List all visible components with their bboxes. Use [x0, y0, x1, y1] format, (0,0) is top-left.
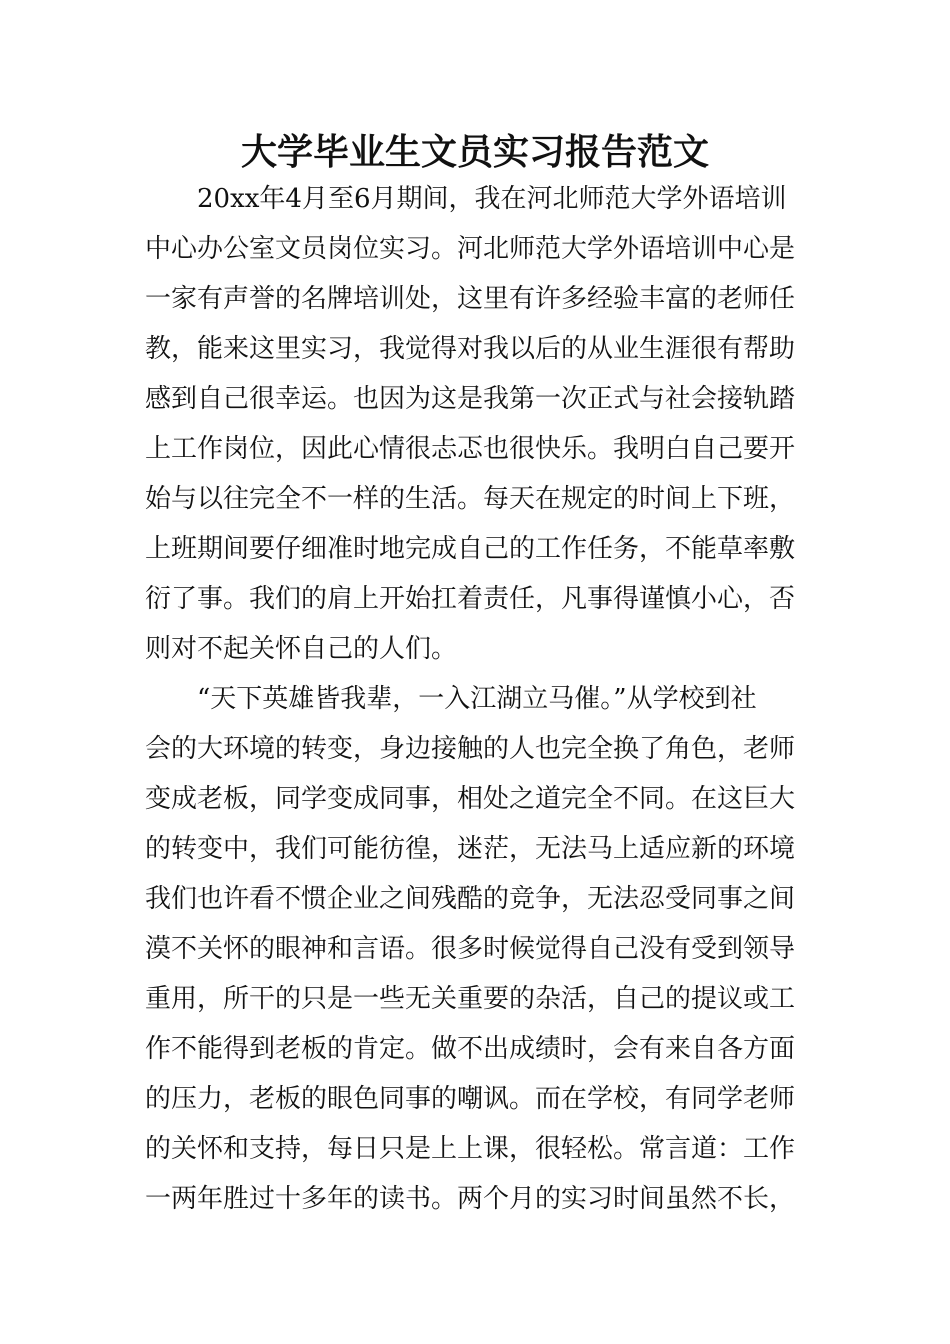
text-line: “天下英雄皆我辈，一入江湖立马催。”从学校到社 [197, 684, 757, 714]
text-line: 重用，所干的只是一些无关重要的杂活，自己的提议或工 [145, 984, 796, 1014]
text-line: 一家有声誉的名牌培训处，这里有许多经验丰富的老师任 [145, 284, 796, 314]
text-line: 感到自己很幸运。也因为这是我第一次正式与社会接轨踏 [145, 384, 796, 414]
text-line: 中心办公室文员岗位实习。河北师范大学外语培训中心是 [145, 234, 796, 264]
text-line: 则对不起关怀自己的人们。 [145, 634, 458, 664]
paragraph-1 [145, 174, 815, 674]
text-line: 教，能来这里实习，我觉得对我以后的从业生涯很有帮助 [145, 334, 796, 364]
text-line: 上工作岗位，因此心情很忐忑也很快乐。我明白自己要开 [145, 434, 796, 464]
text-line: 变成老板，同学变成同事，相处之道完全不同。在这巨大 [145, 784, 796, 814]
text-line: 漠不关怀的眼神和言语。很多时候觉得自己没有受到领导 [145, 934, 796, 964]
text-line: 的关怀和支持，每日只是上上课，很轻松。常言道：工作 [145, 1134, 796, 1164]
text-line: 一两年胜过十多年的读书。两个月的实习时间虽然不长， [145, 1184, 796, 1214]
text-line: 的转变中，我们可能彷徨，迷茫，无法马上适应新的环境 [145, 834, 796, 864]
paragraph-2 [145, 674, 815, 1224]
document-body [145, 174, 815, 1224]
text-line: 会的大环境的转变，身边接触的人也完全换了角色，老师 [145, 734, 796, 764]
text-line: 20xx年4月至6月期间，我在河北师范大学外语培训 [197, 184, 787, 214]
text-line: 作不能得到老板的肯定。做不出成绩时，会有来自各方面 [145, 1034, 796, 1064]
text-line: 的压力，老板的眼色同事的嘲讽。而在学校，有同学老师 [145, 1084, 796, 1114]
text-line: 始与以往完全不一样的生活。每天在规定的时间上下班， [145, 484, 796, 514]
text-line: 上班期间要仔细准时地完成自己的工作任务，不能草率敷 [145, 534, 796, 564]
document-title: 大学毕业生文员实习报告范文 [240, 131, 709, 173]
text-line: 我们也许看不惯企业之间残酷的竞争，无法忍受同事之间 [145, 884, 796, 914]
text-line: 衍了事。我们的肩上开始扛着责任，凡事得谨慎小心，否 [145, 584, 796, 614]
